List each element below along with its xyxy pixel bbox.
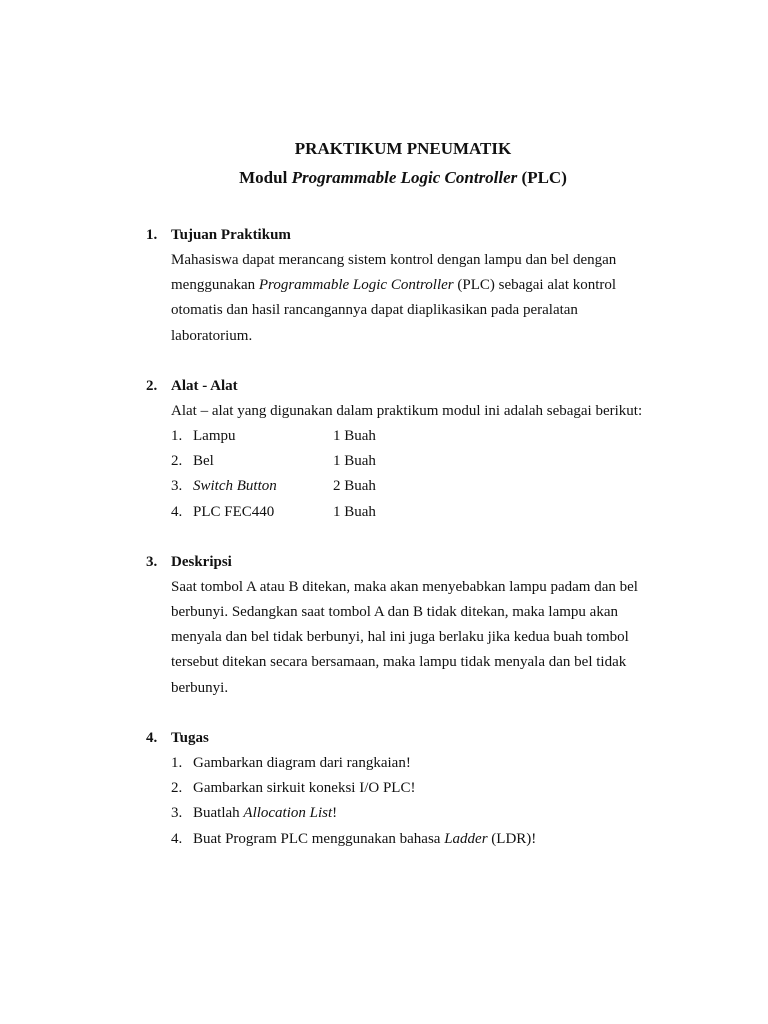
equipment-quantity: 1 Buah <box>333 504 376 520</box>
text-segment: Buatlah <box>193 805 244 821</box>
section-number: 1. <box>146 227 158 243</box>
subtitle-prefix: Modul <box>239 168 292 187</box>
task-item <box>193 831 536 848</box>
text-segment: Gambarkan diagram dari rangkaian! <box>193 755 411 771</box>
equipment-quantity: 1 Buah <box>333 428 376 444</box>
subtitle-suffix: (PLC) <box>517 168 567 187</box>
paragraph-line: menyala dan bel tidak berbunyi, hal ini juga berlaku jika kedua buah tombol <box>171 629 629 645</box>
list-item-number: 3. <box>171 805 183 821</box>
equipment-name: Lampu <box>193 428 236 444</box>
subtitle-italic: Programmable Logic Controller <box>291 168 518 187</box>
section-heading-deskripsi: Deskripsi <box>171 554 232 570</box>
equipment-name: Switch Button <box>193 478 277 494</box>
task-item <box>193 755 411 772</box>
section-number: 3. <box>146 554 158 570</box>
list-item-number: 2. <box>171 453 183 469</box>
paragraph-line: laboratorium. <box>171 328 253 344</box>
paragraph-line: berbunyi. Sedangkan saat tombol A dan B tidak ditekan, maka lampu akan <box>171 604 618 620</box>
text-segment: (LDR)! <box>487 831 537 847</box>
section-heading-tujuan: Tujuan Praktikum <box>171 227 291 243</box>
document-title: PRAKTIKUM PNEUMATIK <box>294 139 512 158</box>
equipment-name: PLC FEC440 <box>193 504 275 520</box>
text-segment: menggunakan <box>171 277 259 293</box>
list-item-number: 4. <box>171 831 183 847</box>
equipment-quantity: 1 Buah <box>333 453 376 469</box>
text-segment-italic: Allocation List <box>243 805 333 821</box>
list-item-number: 3. <box>171 478 183 494</box>
paragraph-line: Saat tombol A atau B ditekan, maka akan menyebabkan lampu padam dan bel <box>171 579 638 595</box>
paragraph-line <box>171 277 616 294</box>
section-number: 4. <box>146 730 158 746</box>
text-segment-italic: Ladder <box>444 831 488 847</box>
paragraph-line: Mahasiswa dapat merancang sistem kontrol dengan lampu dan bel dengan <box>171 252 617 268</box>
section-heading-tugas: Tugas <box>171 730 209 746</box>
text-segment-italic: Programmable Logic Controller <box>258 277 454 293</box>
paragraph-line: otomatis dan hasil rancangannya dapat diaplikasikan pada peralatan <box>171 302 578 318</box>
section-number: 2. <box>146 378 158 394</box>
paragraph-line: berbunyi. <box>171 680 229 696</box>
list-item-number: 4. <box>171 504 183 520</box>
equipment-quantity: 2 Buah <box>333 478 376 494</box>
document-subtitle <box>0 168 768 188</box>
task-item <box>193 805 337 822</box>
text-segment: ! <box>332 805 338 821</box>
paragraph-line: tersebut ditekan secara bersamaan, maka lampu tidak menyala dan bel tidak <box>171 654 627 670</box>
text-segment: Buat Program PLC menggunakan bahasa <box>193 831 445 847</box>
equipment-name: Bel <box>193 453 214 469</box>
list-item-number: 1. <box>171 428 183 444</box>
text-segment: (PLC) sebagai alat kontrol <box>453 277 617 293</box>
list-item-number: 1. <box>171 755 183 771</box>
task-item <box>193 780 415 797</box>
list-item-number: 2. <box>171 780 183 796</box>
paragraph-line: Alat – alat yang digunakan dalam praktikum modul ini adalah sebagai berikut: <box>171 403 643 419</box>
text-segment: Gambarkan sirkuit koneksi I/O PLC! <box>193 780 416 796</box>
section-heading-alat: Alat - Alat <box>171 378 238 394</box>
